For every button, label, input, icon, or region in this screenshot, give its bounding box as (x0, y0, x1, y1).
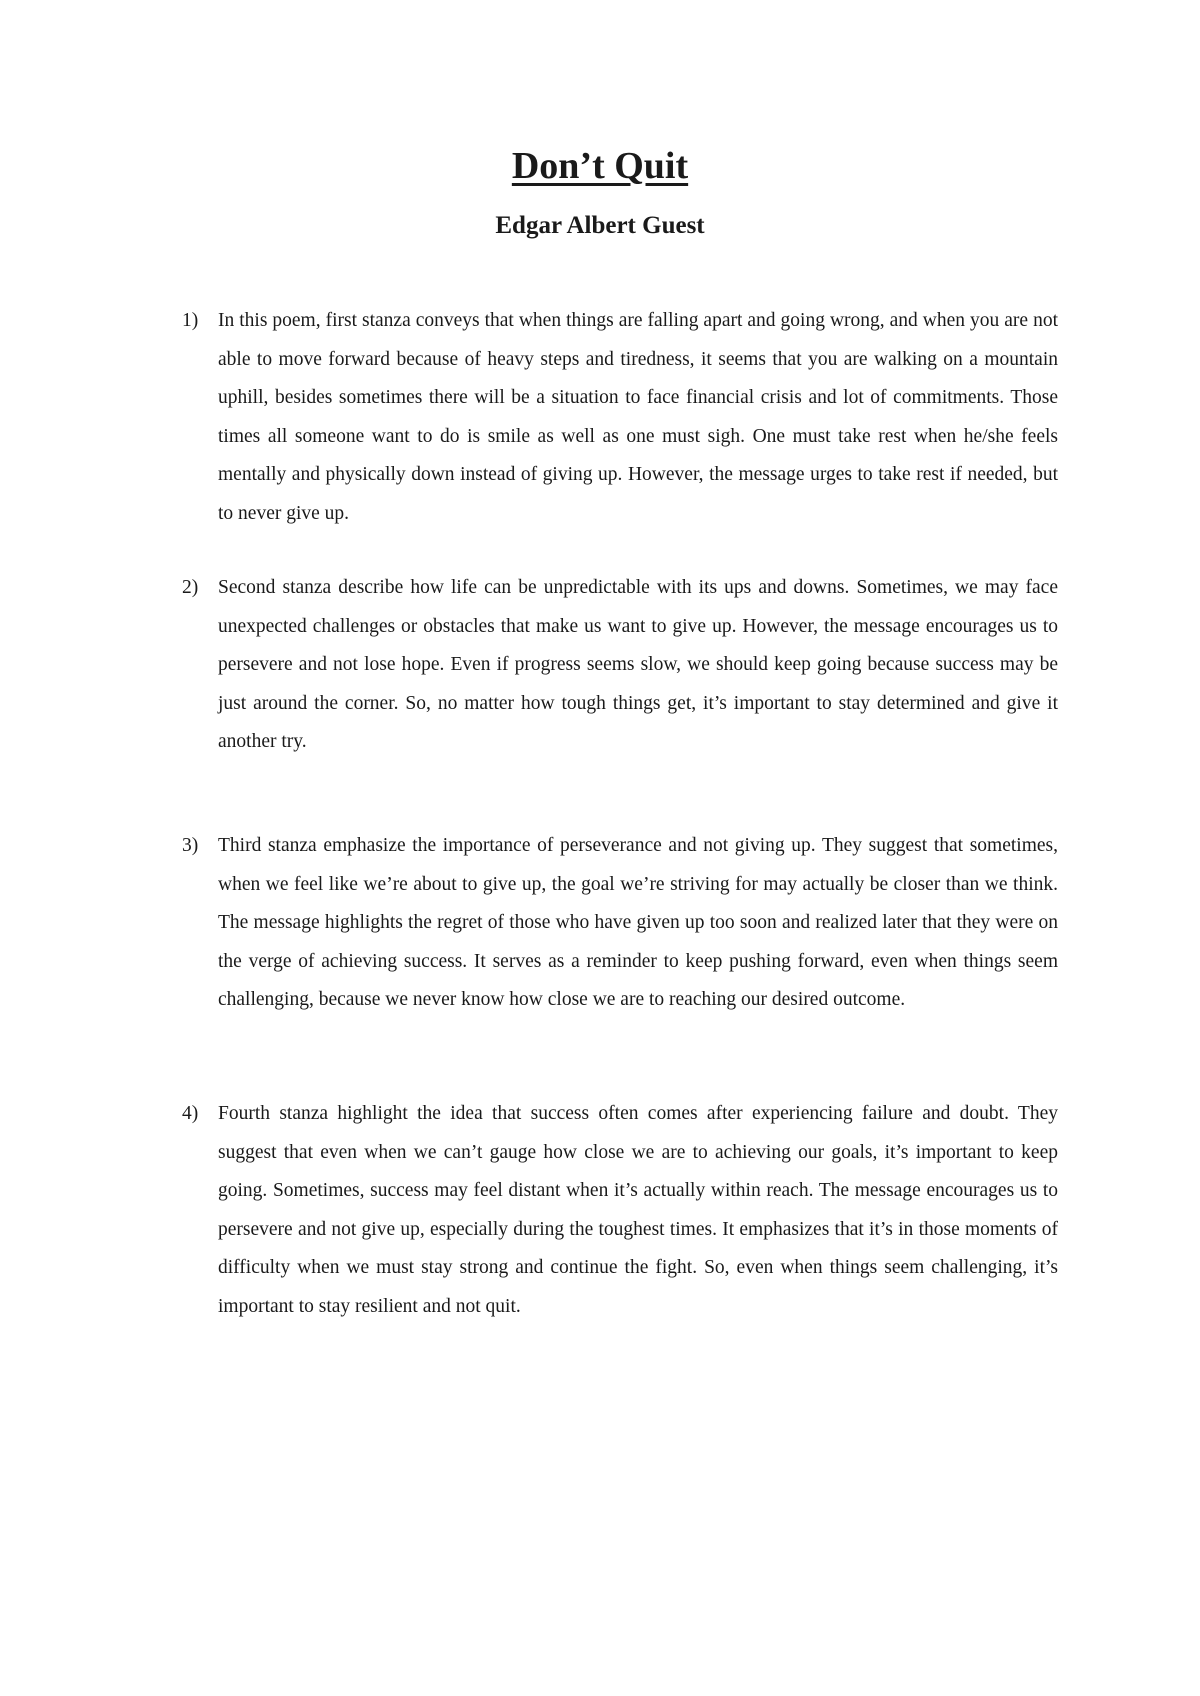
list-item-text: In this poem, first stanza conveys that when things are falling apart and going wrong, and when you are not able to move forward because of heavy steps and tiredness, it seems that you are walking on a mountain uphill, besides sometimes there will be a situation to face financial crisis and lot of commitments. Those times all someone want to do is smile as well as one must sigh. One must take rest when he/she feels mentally and physically down instead of giving up. However, the message urges to take rest if needed, but to never give up. (218, 310, 1058, 524)
list-item-number: 1) (182, 310, 199, 331)
document-author: Edgar Albert Guest (495, 212, 705, 239)
list-item-number: 3) (182, 835, 199, 856)
list-item (182, 302, 1058, 533)
list-item-number: 2) (182, 577, 199, 598)
list-item-text: Fourth stanza highlight the idea that success often comes after experiencing failure and doubt. They suggest that even when we can’t gauge how close we are to achieving our goals, it’s important to keep going. Sometimes, success may feel distant when it’s actually within reach. The message encourages us to persevere and not give up, especially during the toughest times. It emphasizes that it’s in those moments of difficulty when we must stay strong and continue the fight. So, even when things seem challenging, it’s important to stay resilient and not quit. (218, 1103, 1058, 1317)
list-item (182, 569, 1058, 762)
list-item (182, 827, 1058, 1020)
list-item-number: 4) (182, 1103, 199, 1124)
document-title: Don’t Quit (511, 145, 689, 187)
list-item (182, 1095, 1058, 1326)
list-item-text: Third stanza emphasize the importance of perseverance and not giving up. They suggest that sometimes, when we feel like we’re about to give up, the goal we’re striving for may actually be closer than we think. The message highlights the regret of those who have given up too soon and realized later that they were on the verge of achieving success. It serves as a reminder to keep pushing forward, even when things seem challenging, because we never know how close we are to reaching our desired outcome. (218, 835, 1058, 1010)
list-item-text: Second stanza describe how life can be unpredictable with its ups and downs. Sometimes, we may face unexpected challenges or obstacles that make us want to give up. However, the message encourages us to persevere and not lose hope. Even if progress seems slow, we should keep going because success may be just around the corner. So, no matter how tough things get, it’s important to stay determined and give it another try. (218, 577, 1058, 752)
